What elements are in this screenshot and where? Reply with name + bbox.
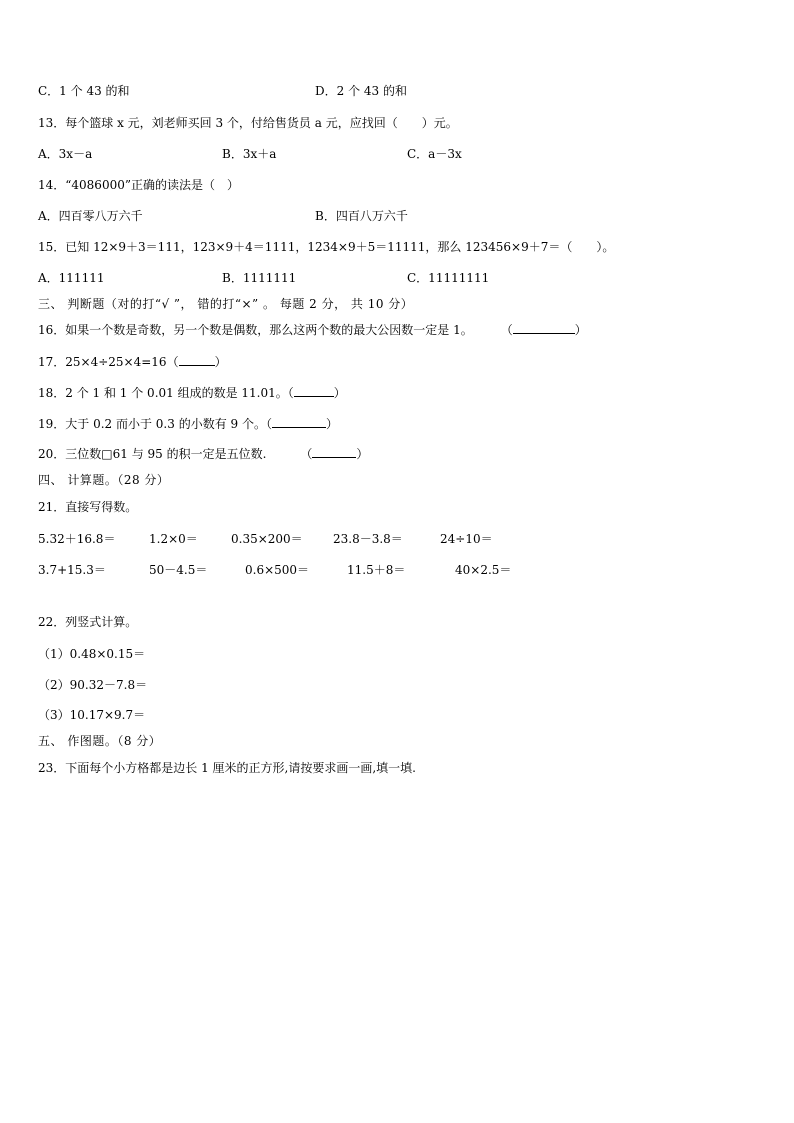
- q20-answer-blank[interactable]: [312, 446, 356, 458]
- q21-row1-item-2: 1.2×0＝: [149, 532, 198, 546]
- q17-item: [38, 354, 227, 370]
- q14-option-a: A．四百零八万六千: [38, 209, 143, 223]
- q15-option-b: B．1111111: [222, 271, 297, 285]
- q21-row1-item-1: 5.32＋16.8＝: [38, 532, 116, 546]
- q18-close: ）: [333, 386, 346, 400]
- q22-item-3: （3）10.17×9.7＝: [38, 708, 146, 722]
- q15-option-a: A．111111: [38, 271, 105, 285]
- q16-open: （: [500, 323, 513, 337]
- q16-stem: 16．如果一个数是奇数，另一个数是偶数，那么这两个数的最大公因数一定是 1。: [38, 323, 473, 337]
- q20-item: [38, 446, 368, 462]
- q15-option-c: C．11111111: [407, 271, 490, 285]
- q13-stem: 13．每个篮球 x 元，刘老师买回 3 个，付给售货员 a 元，应找回（ ）元。: [38, 116, 458, 130]
- q18-answer-blank[interactable]: [294, 385, 334, 397]
- section4-heading: 四、 计算题。（28 分）: [38, 473, 170, 487]
- section3-heading: 三、 判断题（对的打“√ ”， 错的打“×” 。 每题 2 分， 共 10 分）: [38, 297, 414, 311]
- q21-row1-item-5: 24÷10＝: [440, 532, 493, 546]
- q21-row2-item-5: 40×2.5＝: [455, 563, 512, 577]
- q17-answer-blank[interactable]: [179, 354, 215, 366]
- q16-answer-blank[interactable]: [513, 322, 575, 334]
- q12-option-c: C．1 个 43 的和: [38, 84, 130, 98]
- q20-open: （: [300, 447, 313, 461]
- q16-item: [38, 322, 587, 338]
- q21-row1-item-4: 23.8－3.8＝: [333, 532, 403, 546]
- q18-item: [38, 385, 346, 401]
- q15-stem: 15．已知 12×9＋3＝111，123×9＋4＝1111，1234×9＋5＝11111，那么 123456×9＋7＝（ ）。: [38, 240, 615, 254]
- q23-stem: 23．下面每个小方格都是边长 1 厘米的正方形,请按要求画一画,填一填.: [38, 761, 416, 775]
- q13-option-c: C．a－3x: [407, 147, 462, 161]
- q22-item-1: （1）0.48×0.15＝: [38, 647, 146, 661]
- q16-close: ）: [574, 323, 587, 337]
- q21-stem: 21．直接写得数。: [38, 500, 138, 514]
- q20-close: ）: [356, 447, 369, 461]
- q21-row2-item-3: 0.6×500＝: [245, 563, 310, 577]
- q22-item-2: （2）90.32－7.8＝: [38, 678, 148, 692]
- q19-stem: 19．大于 0.2 而小于 0.3 的小数有 9 个。（: [38, 417, 272, 431]
- q19-close: ）: [325, 417, 338, 431]
- q17-stem: 17．25×4÷25×4=16（: [38, 355, 179, 369]
- section5-heading: 五、 作图题。（8 分）: [38, 734, 162, 748]
- q22-stem: 22．列竖式计算。: [38, 615, 138, 629]
- q20-stem: 20．三位数□61 与 95 的积一定是五位数.: [38, 447, 267, 461]
- q21-row2-item-2: 50－4.5＝: [149, 563, 208, 577]
- q19-answer-blank[interactable]: [272, 416, 326, 428]
- q21-row2-item-4: 11.5＋8＝: [347, 563, 406, 577]
- q19-item: [38, 416, 338, 432]
- q12-option-d: D．2 个 43 的和: [315, 84, 407, 98]
- q14-stem: 14．“4086000”正确的读法是（ ）: [38, 178, 239, 192]
- q17-close: ）: [214, 355, 227, 369]
- q14-option-b: B．四百八万六千: [315, 209, 408, 223]
- q13-option-a: A．3x－a: [38, 147, 93, 161]
- q18-stem: 18．2 个 1 和 1 个 0.01 组成的数是 11.01。（: [38, 386, 294, 400]
- q21-row2-item-1: 3.7+15.3＝: [38, 563, 106, 577]
- q21-row1-item-3: 0.35×200＝: [231, 532, 303, 546]
- q13-option-b: B．3x＋a: [222, 147, 277, 161]
